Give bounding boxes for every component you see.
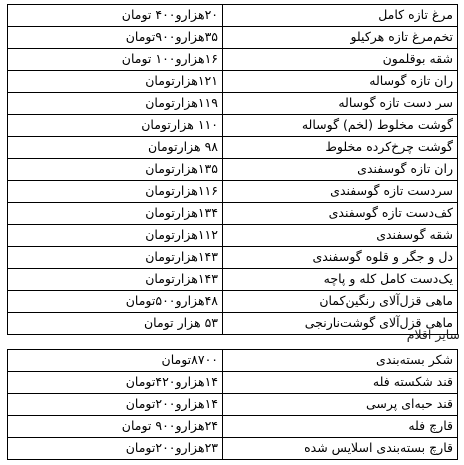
main-price-table-body (8, 5, 458, 335)
item-price: ۱۲۱هزارتومان (8, 71, 223, 93)
item-price: ۱۴۳هزارتومان (8, 247, 223, 269)
item-name: مرغ تازه کامل (223, 5, 458, 27)
table-row (8, 5, 458, 27)
table-row (8, 93, 458, 115)
item-name: ران تازه گوساله (223, 71, 458, 93)
item-name: گوشت مخلوط (لخم) گوساله (223, 115, 458, 137)
table-row (8, 372, 458, 394)
item-name: شقه گوسفندی (223, 225, 458, 247)
item-price: ۱۱۹هزارتومان (8, 93, 223, 115)
table-row (8, 269, 458, 291)
other-items-table-body (8, 350, 458, 460)
table-row (8, 137, 458, 159)
item-price: ۸۷۰۰تومان (8, 350, 223, 372)
table-row (8, 49, 458, 71)
item-price: ۱۴هزارو۴۲۰تومان (8, 372, 223, 394)
item-name: کف‌دست تازه گوسفندی (223, 203, 458, 225)
table-row (8, 71, 458, 93)
table-row (8, 181, 458, 203)
table-row (8, 27, 458, 49)
table-row (8, 225, 458, 247)
item-name: سردست تازه گوسفندی (223, 181, 458, 203)
item-price: ۱۳۴هزارتومان (8, 203, 223, 225)
item-price: ۲۳هزارو۲۰۰تومان (8, 438, 223, 460)
other-items-table (7, 349, 458, 460)
table-row (8, 115, 458, 137)
item-name: سر دست تازه گوساله (223, 93, 458, 115)
item-price: ۳۵هزارو۹۰۰تومان (8, 27, 223, 49)
item-price: ۲۰هزارو۴۰۰ تومان (8, 5, 223, 27)
item-price: ۴۸هزارو۵۰۰تومان (8, 291, 223, 313)
item-price: ۱۴هزارو۲۰۰تومان (8, 394, 223, 416)
item-name: ماهی قزل‌آلای گوشت‌نارنجی (223, 313, 458, 335)
table-row (8, 291, 458, 313)
item-name: تخم‌مرغ تازه هرکیلو (223, 27, 458, 49)
item-name: یک‌دست کامل کله و پاچه (223, 269, 458, 291)
main-price-table (7, 4, 458, 335)
table-row (8, 350, 458, 372)
table-row (8, 247, 458, 269)
section-title-other-items: سایر اقلام (406, 327, 460, 342)
item-name: قند شکسته فله (223, 372, 458, 394)
item-name: شقه بوقلمون (223, 49, 458, 71)
table-row (8, 159, 458, 181)
table-row (8, 438, 458, 460)
item-price: ۱۱۶هزارتومان (8, 181, 223, 203)
table-row (8, 313, 458, 335)
table-row (8, 394, 458, 416)
item-name: شکر بسته‌بندی (223, 350, 458, 372)
item-price: ۱۶هزارو۱۰۰ تومان (8, 49, 223, 71)
table-row (8, 203, 458, 225)
item-price: ۱۱۲هزارتومان (8, 225, 223, 247)
item-name: دل و جگر و قلوه گوسفندی (223, 247, 458, 269)
item-price: ۱۳۵هزارتومان (8, 159, 223, 181)
item-price: ۵۳ هزار تومان (8, 313, 223, 335)
item-price: ۱۱۰ هزارتومان (8, 115, 223, 137)
item-name: قارچ بسته‌بندی اسلایس شده (223, 438, 458, 460)
item-name: گوشت چرخ‌کرده مخلوط (223, 137, 458, 159)
item-name: قارچ فله (223, 416, 458, 438)
item-price: ۹۸ هزارتومان (8, 137, 223, 159)
item-name: قند حبه‌ای پرسی (223, 394, 458, 416)
item-name: ران تازه گوسفندی (223, 159, 458, 181)
item-price: ۱۴۳هزارتومان (8, 269, 223, 291)
table-row (8, 416, 458, 438)
item-name: ماهی قزل‌آلای رنگین‌کمان (223, 291, 458, 313)
item-price: ۲۴هزارو۹۰۰ تومان (8, 416, 223, 438)
